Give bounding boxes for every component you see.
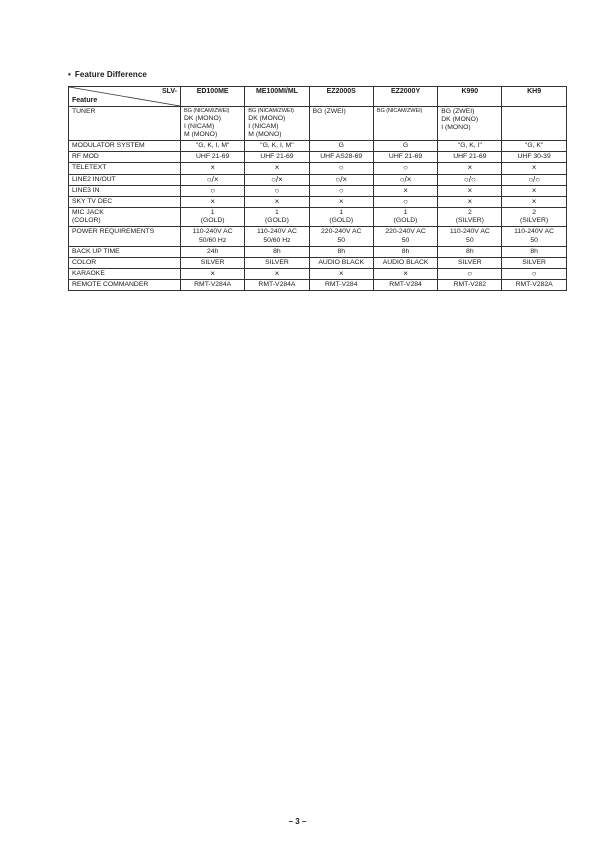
tuner-line: M (MONO) (184, 131, 218, 139)
cell-value: × (467, 185, 473, 195)
tuner-line: I (MONO) (441, 124, 471, 132)
cell-value: 50 (337, 236, 346, 244)
cell-value: AUDIO BLACK (382, 258, 429, 266)
cell-value: (GOLD) (393, 217, 418, 225)
tuner-line: BG (ZWEI) (312, 108, 346, 115)
cell-value: × (210, 269, 215, 279)
cell-value: × (467, 163, 473, 173)
cell-value: (GOLD) (329, 217, 354, 225)
cell-value: 8h (273, 247, 281, 255)
row-label: TUNER (69, 107, 181, 141)
table-cell (245, 152, 309, 163)
feature-difference-table (68, 86, 567, 291)
cell-value: × (210, 196, 215, 206)
cell-value: ○ (338, 163, 344, 173)
cell-value: × (274, 163, 280, 173)
cell-value: 50 (466, 236, 474, 244)
table-cell (438, 208, 502, 227)
table-cell (373, 185, 437, 196)
table-cell (502, 185, 566, 196)
table-cell (181, 227, 245, 246)
cell-value: RMT-V282 (453, 281, 487, 289)
cell-value: ○/○ (463, 174, 476, 184)
row-label: KARAOKE (69, 269, 181, 280)
cell-value: "G, K" (524, 142, 544, 150)
table-cell (245, 174, 309, 185)
table-cell (181, 269, 245, 280)
cell-value: 50/60 Hz (199, 236, 227, 244)
cell-value: 110-240V AC (192, 228, 233, 236)
cell-value: ○ (338, 185, 344, 195)
tuner-cell (373, 107, 437, 141)
cell-value: × (274, 269, 280, 279)
table-cell (309, 174, 373, 185)
cell-value: ○/○ (528, 174, 541, 184)
row-label-line: MIC JACK (72, 209, 104, 217)
table-row (69, 227, 567, 246)
table-cell (438, 174, 502, 185)
table-row (69, 152, 567, 163)
table-cell (438, 196, 502, 207)
table-cell (245, 196, 309, 207)
cell-value: ○/× (399, 174, 412, 184)
cell-value: SILVER (522, 258, 546, 266)
cell-value: 220-240V AC (385, 228, 426, 236)
table-cell (309, 257, 373, 268)
cell-value: 50 (530, 236, 538, 244)
cell-value: 8h (530, 247, 538, 255)
table-cell (438, 227, 502, 246)
cell-value: 2 (532, 209, 537, 217)
row-label: COLOR (69, 257, 181, 268)
cell-value: ○ (403, 196, 408, 206)
row-label: MODULATOR SYSTEM (69, 141, 181, 152)
cell-value: (SILVER) (455, 217, 484, 225)
table-cell (181, 280, 245, 291)
table-cell (502, 196, 566, 207)
table-cell (245, 163, 309, 174)
table-cell (245, 141, 309, 152)
tuner-line: DK (MONO) (184, 114, 222, 122)
table-cell (438, 280, 502, 291)
cell-value: RMT-V284 (325, 281, 358, 289)
row-label: POWER REQUIREMENTS (69, 227, 181, 246)
tuner-line: DK (MONO) (441, 116, 479, 124)
cell-value: (GOLD) (265, 217, 289, 225)
table-cell (245, 208, 309, 227)
table-cell (373, 280, 437, 291)
table-cell (309, 185, 373, 196)
tuner-line: BG (NICAM/ZWEI) (376, 108, 423, 114)
table-header-row (69, 87, 567, 107)
cell-value: 8h (337, 247, 346, 255)
table-cell (502, 257, 566, 268)
tuner-line: DK (MONO) (248, 114, 286, 122)
cell-value: × (338, 269, 344, 279)
cell-value: UHF 21-69 (260, 153, 294, 161)
cell-value: 24h (206, 247, 219, 255)
table-cell (502, 152, 566, 163)
table-row (69, 185, 567, 196)
cell-value: "G, K, I" (457, 142, 482, 150)
cell-value: SILVER (457, 258, 482, 266)
cell-value: 1 (275, 209, 279, 217)
row-label (69, 208, 181, 227)
table-row (69, 196, 567, 207)
cell-value: RMT-V284A (194, 281, 232, 289)
cell-value: RMT-V282A (515, 281, 553, 289)
table-cell (309, 227, 373, 246)
cell-value: 1 (339, 209, 344, 217)
row-label: SKY TV DEC (69, 196, 181, 207)
table-cell (438, 163, 502, 174)
table-cell (181, 185, 245, 196)
cell-value: UHF AS28-69 (320, 153, 363, 161)
cell-value: G (338, 142, 344, 150)
table-cell (181, 196, 245, 207)
cell-value: 220-240V AC (321, 228, 362, 236)
tuner-line: BG (NICAM/ZWEI) (184, 108, 230, 114)
cell-value: 50/60 Hz (263, 236, 291, 244)
table-cell (245, 280, 309, 291)
cell-value: (SILVER) (520, 217, 549, 225)
table-cell (502, 246, 566, 257)
table-cell (438, 269, 502, 280)
table-cell (438, 257, 502, 268)
cell-value: SILVER (200, 258, 225, 266)
tuner-line: BG (ZWEI) (441, 108, 475, 115)
table-cell (181, 208, 245, 227)
cell-value: 110-240V AC (256, 228, 297, 236)
cell-value: ○ (274, 185, 280, 195)
row-label: RF MOD (69, 152, 181, 163)
tuner-cell (438, 107, 502, 141)
cell-value: 8h (401, 247, 410, 255)
corner-label-slv: SLV- (161, 88, 177, 95)
table-cell (373, 174, 437, 185)
table-cell (502, 208, 566, 227)
cell-value: × (403, 185, 408, 195)
table-cell (373, 141, 437, 152)
cell-value: ○ (467, 269, 473, 279)
table-cell (502, 269, 566, 280)
table-cell (245, 185, 309, 196)
table-row (69, 141, 567, 152)
row-label-line: (COLOR) (72, 217, 101, 225)
table-row (69, 163, 567, 174)
table-cell (245, 269, 309, 280)
table-cell (373, 196, 437, 207)
table-row (69, 269, 567, 280)
table-cell (309, 246, 373, 257)
cell-value: × (531, 185, 537, 195)
table-row (69, 208, 567, 227)
table-cell (373, 257, 437, 268)
table-cell (502, 163, 566, 174)
page-number: – 3 – (288, 817, 307, 826)
table-cell (245, 227, 309, 246)
tuner-line: BG (NICAM/ZWEI) (248, 108, 294, 114)
table-cell (181, 163, 245, 174)
table-cell (373, 246, 437, 257)
model-header: EZ2000Y (373, 87, 437, 107)
table-cell (309, 280, 373, 291)
model-header: ME100MI/ML (245, 87, 309, 107)
tuner-line: M (MONO) (248, 131, 282, 139)
cell-value: ○ (210, 185, 216, 195)
cell-value: G (402, 142, 409, 150)
heading-bullet: • (68, 70, 71, 79)
cell-value: 1 (210, 209, 215, 217)
table-row (69, 246, 567, 257)
row-label: TELETEXT (69, 163, 181, 174)
cell-value: "G, K, I, M" (260, 142, 294, 150)
header-corner-cell (69, 87, 181, 107)
table-cell (502, 141, 566, 152)
table-cell (373, 269, 437, 280)
table-cell (181, 257, 245, 268)
table-row (69, 257, 567, 268)
model-header: ED100ME (181, 87, 245, 107)
table-cell (309, 196, 373, 207)
cell-value: ○ (403, 163, 408, 173)
table-row (69, 174, 567, 185)
cell-value: AUDIO BLACK (318, 258, 365, 266)
table-cell (373, 163, 437, 174)
cell-value: × (403, 269, 408, 279)
cell-value: × (338, 196, 344, 206)
row-label: LINE2 IN/OUT (69, 174, 181, 185)
row-label: REMOTE COMMANDER (69, 280, 181, 291)
corner-label-feature: Feature (72, 96, 98, 104)
table-cell (309, 141, 373, 152)
cell-value: × (210, 163, 215, 173)
heading-title: Feature Difference (74, 70, 147, 79)
section-heading (68, 70, 147, 79)
cell-value: SILVER (265, 258, 289, 266)
tuner-line: I (NICAM) (184, 122, 215, 130)
cell-value: UHF 21-69 (388, 153, 423, 161)
cell-value: UHF 30-39 (517, 153, 551, 161)
cell-value: ○/× (335, 174, 348, 184)
cell-value: 1 (403, 209, 408, 217)
table-cell (309, 163, 373, 174)
table-cell (502, 280, 566, 291)
cell-value: ○/× (271, 174, 283, 184)
cell-value: 8h (466, 247, 474, 255)
table-cell (309, 152, 373, 163)
tuner-cell (502, 107, 566, 141)
model-header: K990 (438, 87, 502, 107)
cell-value: × (467, 196, 473, 206)
cell-value: "G, K, I, M" (195, 142, 230, 150)
table-cell (438, 246, 502, 257)
table-row (69, 280, 567, 291)
table-cell (373, 152, 437, 163)
table-row-tuner (69, 107, 567, 141)
table-cell (438, 141, 502, 152)
table-cell (373, 208, 437, 227)
cell-value: × (531, 163, 537, 173)
table-cell (245, 246, 309, 257)
tuner-cell (181, 107, 245, 141)
cell-value: 110-240V AC (449, 228, 490, 236)
table-cell (309, 208, 373, 227)
cell-value: × (274, 196, 280, 206)
table-cell (181, 246, 245, 257)
cell-value: RMT-V284 (389, 281, 422, 289)
row-label: BACK UP TIME (69, 246, 181, 257)
row-label: LINE3 IN (69, 185, 181, 196)
model-header: EZ2000S (309, 87, 373, 107)
cell-value: (GOLD) (200, 217, 225, 225)
model-header: KH9 (502, 87, 566, 107)
tuner-cell (309, 107, 373, 141)
table-cell (373, 227, 437, 246)
table-cell (438, 152, 502, 163)
cell-value: ○/× (206, 174, 219, 184)
table-cell (502, 227, 566, 246)
tuner-line: I (NICAM) (248, 122, 279, 130)
table-cell (181, 141, 245, 152)
tuner-cell (245, 107, 309, 141)
table-cell (309, 269, 373, 280)
table-cell (181, 174, 245, 185)
cell-value: × (531, 196, 537, 206)
table-cell (502, 174, 566, 185)
cell-value: ○ (531, 269, 537, 279)
table-cell (181, 152, 245, 163)
cell-value: UHF 21-69 (453, 153, 487, 161)
cell-value: 110-240V AC (514, 228, 555, 236)
cell-value: 2 (467, 209, 472, 217)
table-cell (245, 257, 309, 268)
cell-value: 50 (401, 236, 410, 244)
cell-value: RMT-V284A (258, 281, 296, 289)
cell-value: UHF 21-69 (196, 153, 230, 161)
table-cell (438, 185, 502, 196)
